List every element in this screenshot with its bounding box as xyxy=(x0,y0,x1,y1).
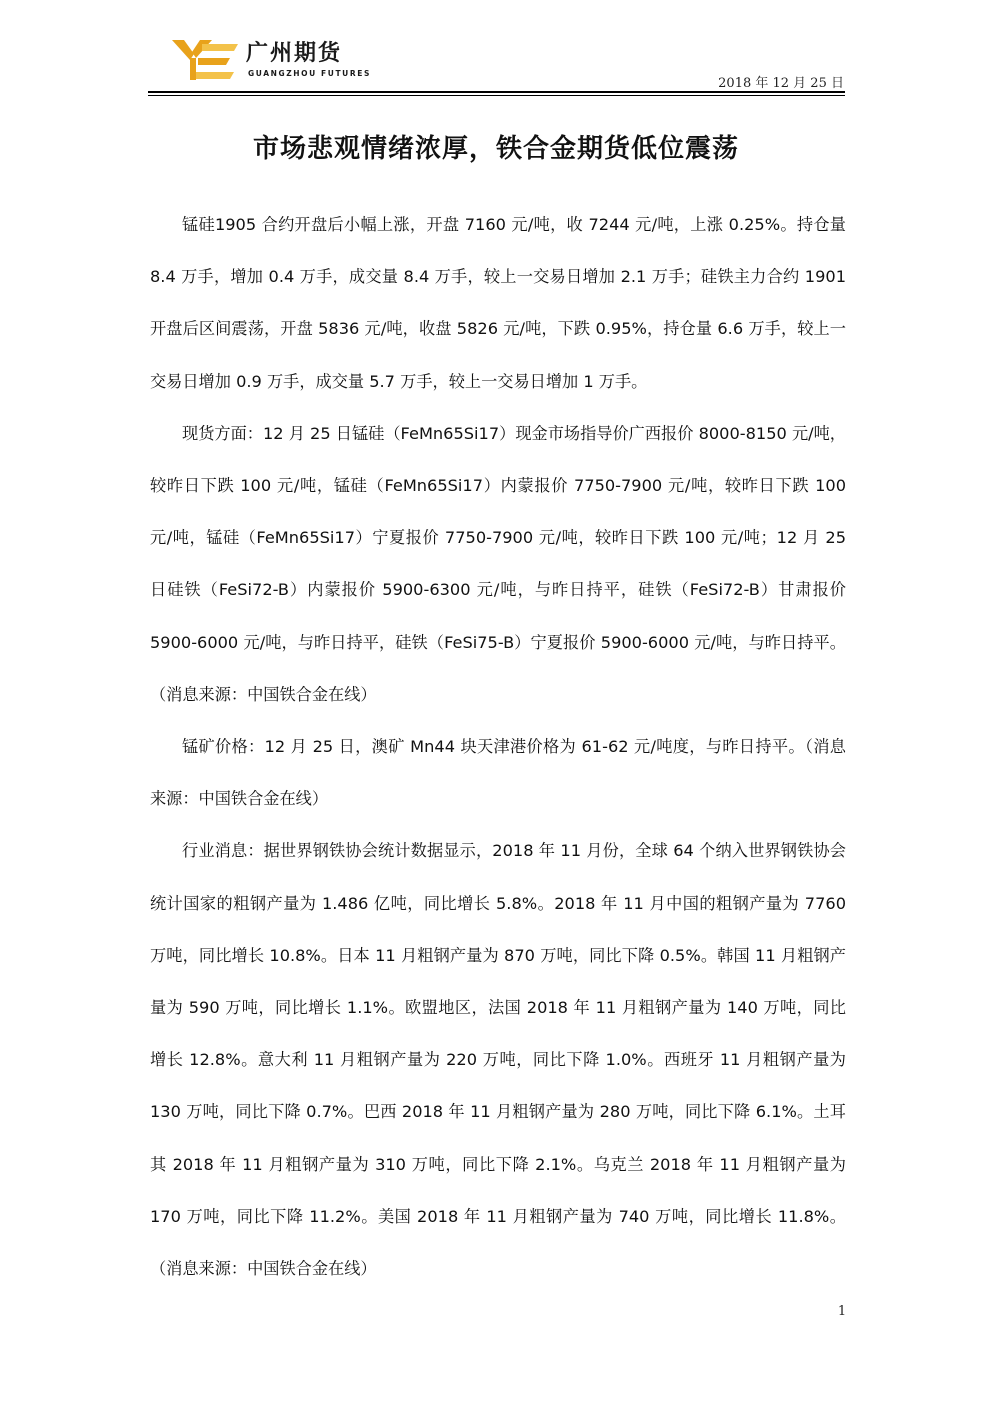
paragraph-manganese-ore: 锰矿价格：12 月 25 日，澳矿 Mn44 块天津港价格为 61-62 元/吨度，与昨日持平。（消息来源：中国铁合金在线） xyxy=(150,737,846,809)
gzf-logo-icon xyxy=(172,36,240,82)
header-rule xyxy=(148,91,845,93)
paragraph-industry-news: 行业消息：据世界钢铁协会统计数据显示，2018 年 11 月份，全球 64 个纳入世界钢铁协会统计国家的粗钢产量为 1.486 亿吨，同比增长 5.8%。2018 年 11 月中国的粗钢产量为 7760 万吨，同比增长 10.8%。日本 11 月粗钢产量为 870 万吨，同比下降 0.5%。韩国 11 月粗钢产量为 590 万吨，同比增长 1.1%。欧盟地区，法国 2018 年 11 月粗钢产量为 140 万吨，同比增长 12.8%。意大利 11 月粗钢产量为 220 万吨，同比下降 1.0%。西班牙 11 月粗钢产量为 130 万吨，同比下降 0.7%。巴西 2018 年 11 月粗钢产量为 280 万吨，同比下降 6.1%。土耳其 2018 年 11 月粗钢产量为 310 万吨，同比下降 2.1%。乌克兰 2018 年 11 月粗钢产量为 170 万吨，同比下降 11.2%。美国 2018 年 11 月粗钢产量为 740 万吨，同比增长 11.8%。（消息来源：中国铁合金在线） xyxy=(150,841,846,1279)
company-logo xyxy=(172,36,372,84)
brand-subtitle: GUANGZHOU FUTURES xyxy=(248,69,371,78)
header-rule-thin xyxy=(148,95,845,96)
brand-name: 广州期货 xyxy=(246,41,343,66)
document-body xyxy=(150,199,846,1295)
page-number: 1 xyxy=(837,1304,847,1319)
page-number-footer xyxy=(0,1304,992,1319)
paragraph-market: 锰硅1905 合约开盘后小幅上涨，开盘 7160 元/吨，收 7244 元/吨，上涨 0.25%。持仓量 8.4 万手，增加 0.4 万手，成交量 8.4 万手，较上一交易日增加 2.1 万手；硅铁主力合约 1901 开盘后区间震荡，开盘 5836 元/吨，收盘 5826 元/吨，下跌 0.95%，持仓量 6.6 万手，较上一交易日增加 0.9 万手，成交量 5.7 万手，较上一交易日增加 1 万手。 xyxy=(150,215,846,391)
paragraph-spot: 现货方面：12 月 25 日锰硅（FeMn65Si17）现金市场指导价广西报价 8000-8150 元/吨，较昨日下跌 100 元/吨，锰硅（FeMn65Si17）内蒙报价 7750-7900 元/吨，较昨日下跌 100 元/吨，锰硅（FeMn65Si17）宁夏报价 7750-7900 元/吨，较昨日下跌 100 元/吨；12 月 25 日硅铁（FeSi72-B）内蒙报价 5900-6300 元/吨，与昨日持平，硅铁（FeSi72-B）甘肃报价 5900-6000 元/吨，与昨日持平，硅铁（FeSi75-B）宁夏报价 5900-6000 元/吨，与昨日持平。（消息来源：中国铁合金在线） xyxy=(150,423,846,704)
document-title: 市场悲观情绪浓厚，铁合金期货低位震荡 xyxy=(252,134,739,164)
page-header xyxy=(0,0,992,100)
report-date: 2018 年 12 月 25 日 xyxy=(718,76,844,91)
